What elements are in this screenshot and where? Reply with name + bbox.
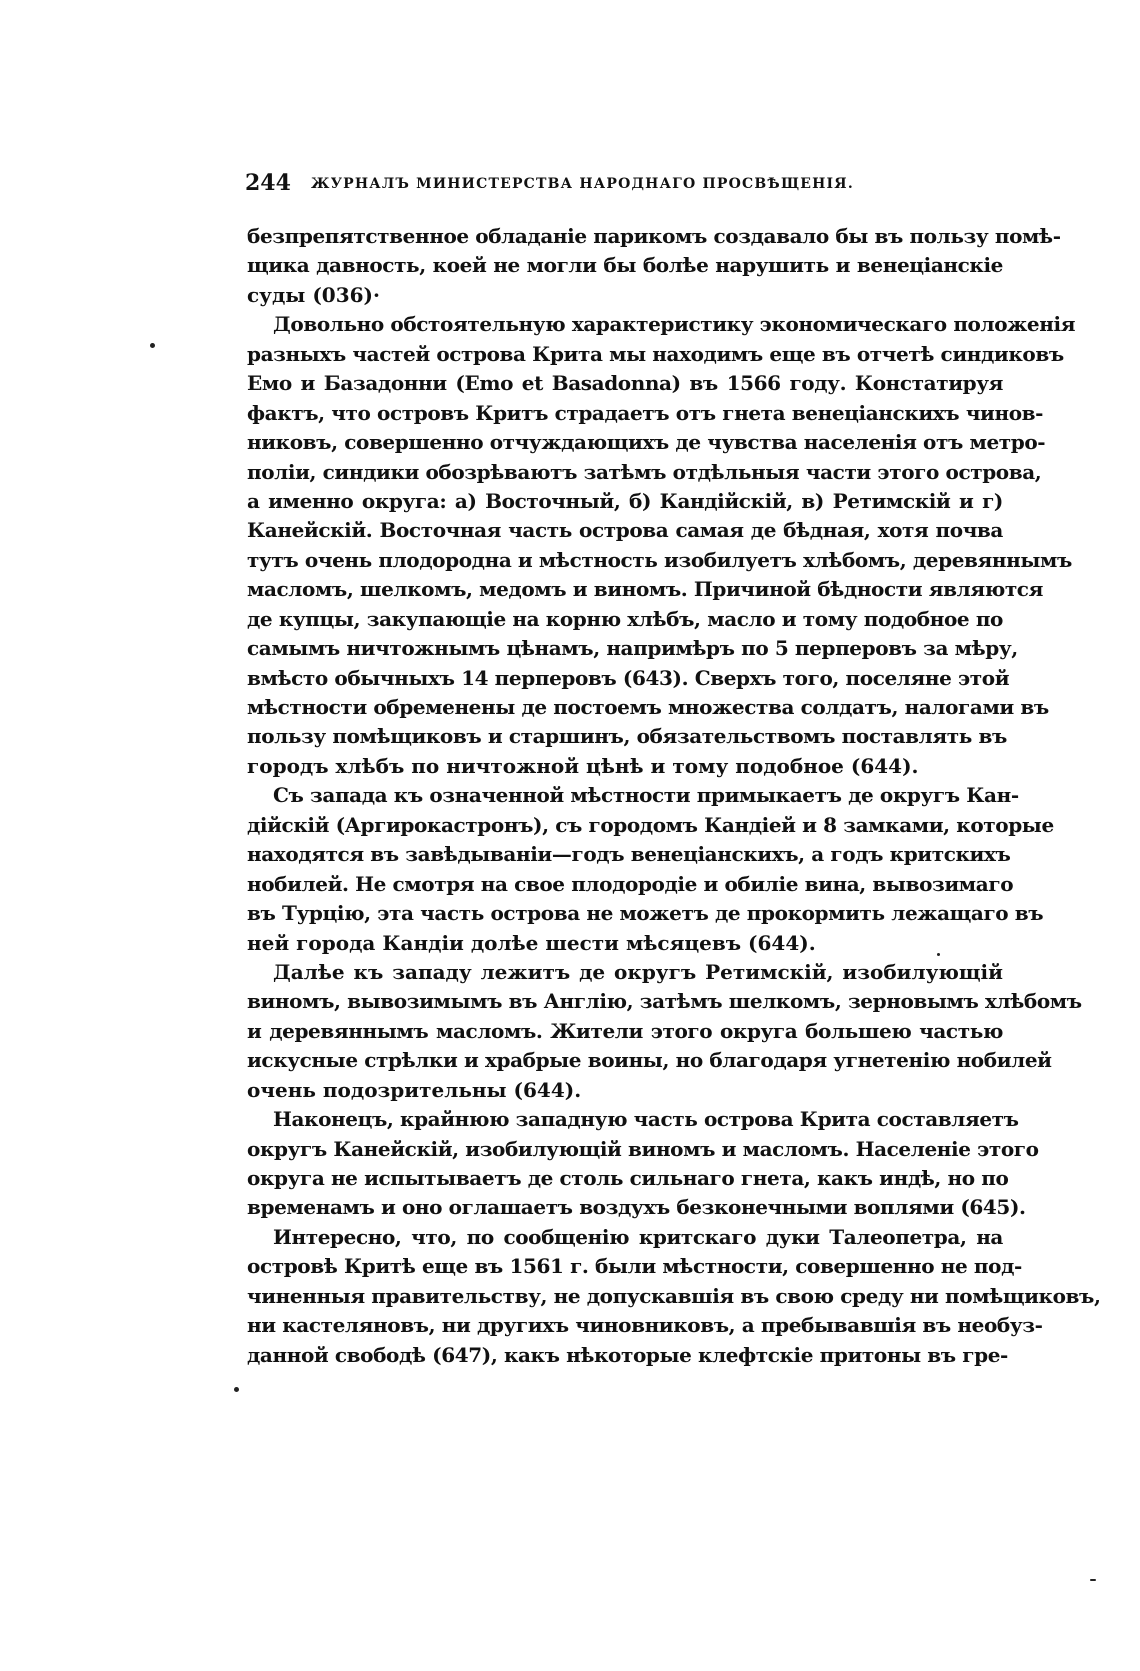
text-line: Довольно обстоятельную характеристику экономическаго положенія	[273, 312, 1076, 337]
text-line: масломъ, шелкомъ, медомъ и виномъ. Причиной бѣдности являются	[247, 577, 1043, 602]
page-header	[245, 170, 1005, 204]
scan-speck	[150, 343, 155, 348]
page-number: 244	[245, 170, 291, 196]
text-line: въ Турцію, эта часть острова не можетъ де прокормить лежащаго въ	[247, 901, 1044, 926]
text-line: Канейскій. Восточная часть острова самая де бѣдная, хотя почва	[247, 518, 1003, 543]
text-line: Интересно, что, по сообщенію критскаго дуки Талеопетра, на	[273, 1224, 1003, 1249]
text-line: самымъ ничтожнымъ цѣнамъ, напримѣръ по 5 перперовъ за мѣру,	[247, 636, 1018, 661]
text-line: чиненныя правительству, не допускавшія въ свою среду ни помѣщиковъ,	[247, 1283, 1101, 1308]
text-line: искусные стрѣлки и храбрые воины, но благодаря угнетенію нобилей	[247, 1048, 1052, 1073]
text-line: и деревяннымъ масломъ. Жители этого округа большею частью	[247, 1018, 1003, 1043]
text-line: разныхъ частей острова Крита мы находимъ еще въ отчетѣ синдиковъ	[247, 341, 1064, 366]
text-line: мѣстности обременены де постоемъ множества солдатъ, налогами въ	[247, 695, 1049, 719]
text-line: фактъ, что островъ Критъ страдаетъ отъ гнета венеціанскихъ чинов-	[247, 400, 1044, 425]
text-line: ней города Кандіи долѣе шести мѣсяцевъ (644).	[247, 930, 816, 955]
text-line: Далѣе къ западу лежитъ де округъ Ретимскій, изобилующій	[273, 959, 1003, 984]
text-line: виномъ, вывозимымъ въ Англію, затѣмъ шелкомъ, зерновымъ хлѣбомъ	[247, 989, 1082, 1014]
text-line: ни кастеляновъ, ни другихъ чиновниковъ, а пребывавшія въ необуз-	[247, 1313, 1043, 1338]
text-line: данной свободѣ (647), какъ нѣкоторые клефтскіе притоны въ гре-	[247, 1342, 1008, 1367]
running-title: ЖУРНАЛЪ МИНИСТЕРСТВА НАРОДНАГО ПРОСВѢЩЕНІЯ.	[311, 176, 854, 192]
text-line: суды (036)·	[247, 282, 380, 307]
scan-speck	[234, 1387, 239, 1392]
text-line: Съ запада къ означенной мѣстности примыкаетъ де округъ Кан-	[273, 783, 1019, 808]
scan-speck	[937, 953, 940, 956]
text-line: очень подозрительны (644).	[247, 1077, 582, 1102]
text-line: временамъ и оно оглашаетъ воздухъ безконечными воплями (645).	[247, 1195, 1026, 1220]
text-line: находятся въ завѣдываніи—годъ венеціанскихъ, а годъ критскихъ	[247, 842, 1011, 867]
text-line: тутъ очень плодородна и мѣстность изобилуетъ хлѣбомъ, деревяннымъ	[247, 547, 1072, 572]
text-line: городъ хлѣбъ по ничтожной цѣнѣ и тому подобное (644).	[247, 753, 919, 778]
text-line: де купцы, закупающіе на корню хлѣбъ, масло и тому подобное по	[247, 606, 1003, 631]
text-line: пользу помѣщиковъ и старшинъ, обязательствомъ поставлять въ	[247, 724, 1007, 749]
body-text	[247, 222, 1101, 1370]
text-line: безпрепятственное обладаніе парикомъ создавало бы въ пользу помѣ-	[247, 224, 1061, 248]
text-line: дійскій (Аргирокастронъ), съ городомъ Кандіей и 8 замками, которые	[247, 812, 1054, 837]
text-line: округъ Канейскій, изобилующій виномъ и масломъ. Населеніе этого	[247, 1136, 1039, 1161]
text-line: островѣ Критѣ еще въ 1561 г. были мѣстности, совершенно не под-	[247, 1254, 1022, 1279]
text-line: нобилей. Не смотря на свое плодородіе и обиліе вина, вывозимаго	[247, 871, 1014, 896]
text-line: щика давность, коей не могли бы болѣе нарушить и венеціанскіе	[247, 253, 1003, 278]
text-line: округа не испытываетъ де столь сильнаго гнета, какъ индѣ, но по	[247, 1166, 1009, 1190]
text-line: Емо и Базадонни (Emo et Basadonna) въ 1566 году. Констатируя	[247, 371, 1003, 396]
text-line: вмѣсто обычныхъ 14 перперовъ (643). Сверхъ того, поселяне этой	[247, 665, 1010, 690]
scan-speck	[1090, 1579, 1096, 1581]
text-line: поліи, синдики обозрѣваютъ затѣмъ отдѣльныя части этого острова,	[247, 459, 1042, 484]
text-line: Наконецъ, крайнюю западную часть острова Крита составляетъ	[273, 1107, 1019, 1132]
text-line: а именно округа: а) Восточный, б) Кандійскій, в) Ретимскій и г)	[247, 488, 1003, 513]
text-line: никовъ, совершенно отчуждающихъ де чувства населенія отъ метро-	[247, 430, 1046, 455]
